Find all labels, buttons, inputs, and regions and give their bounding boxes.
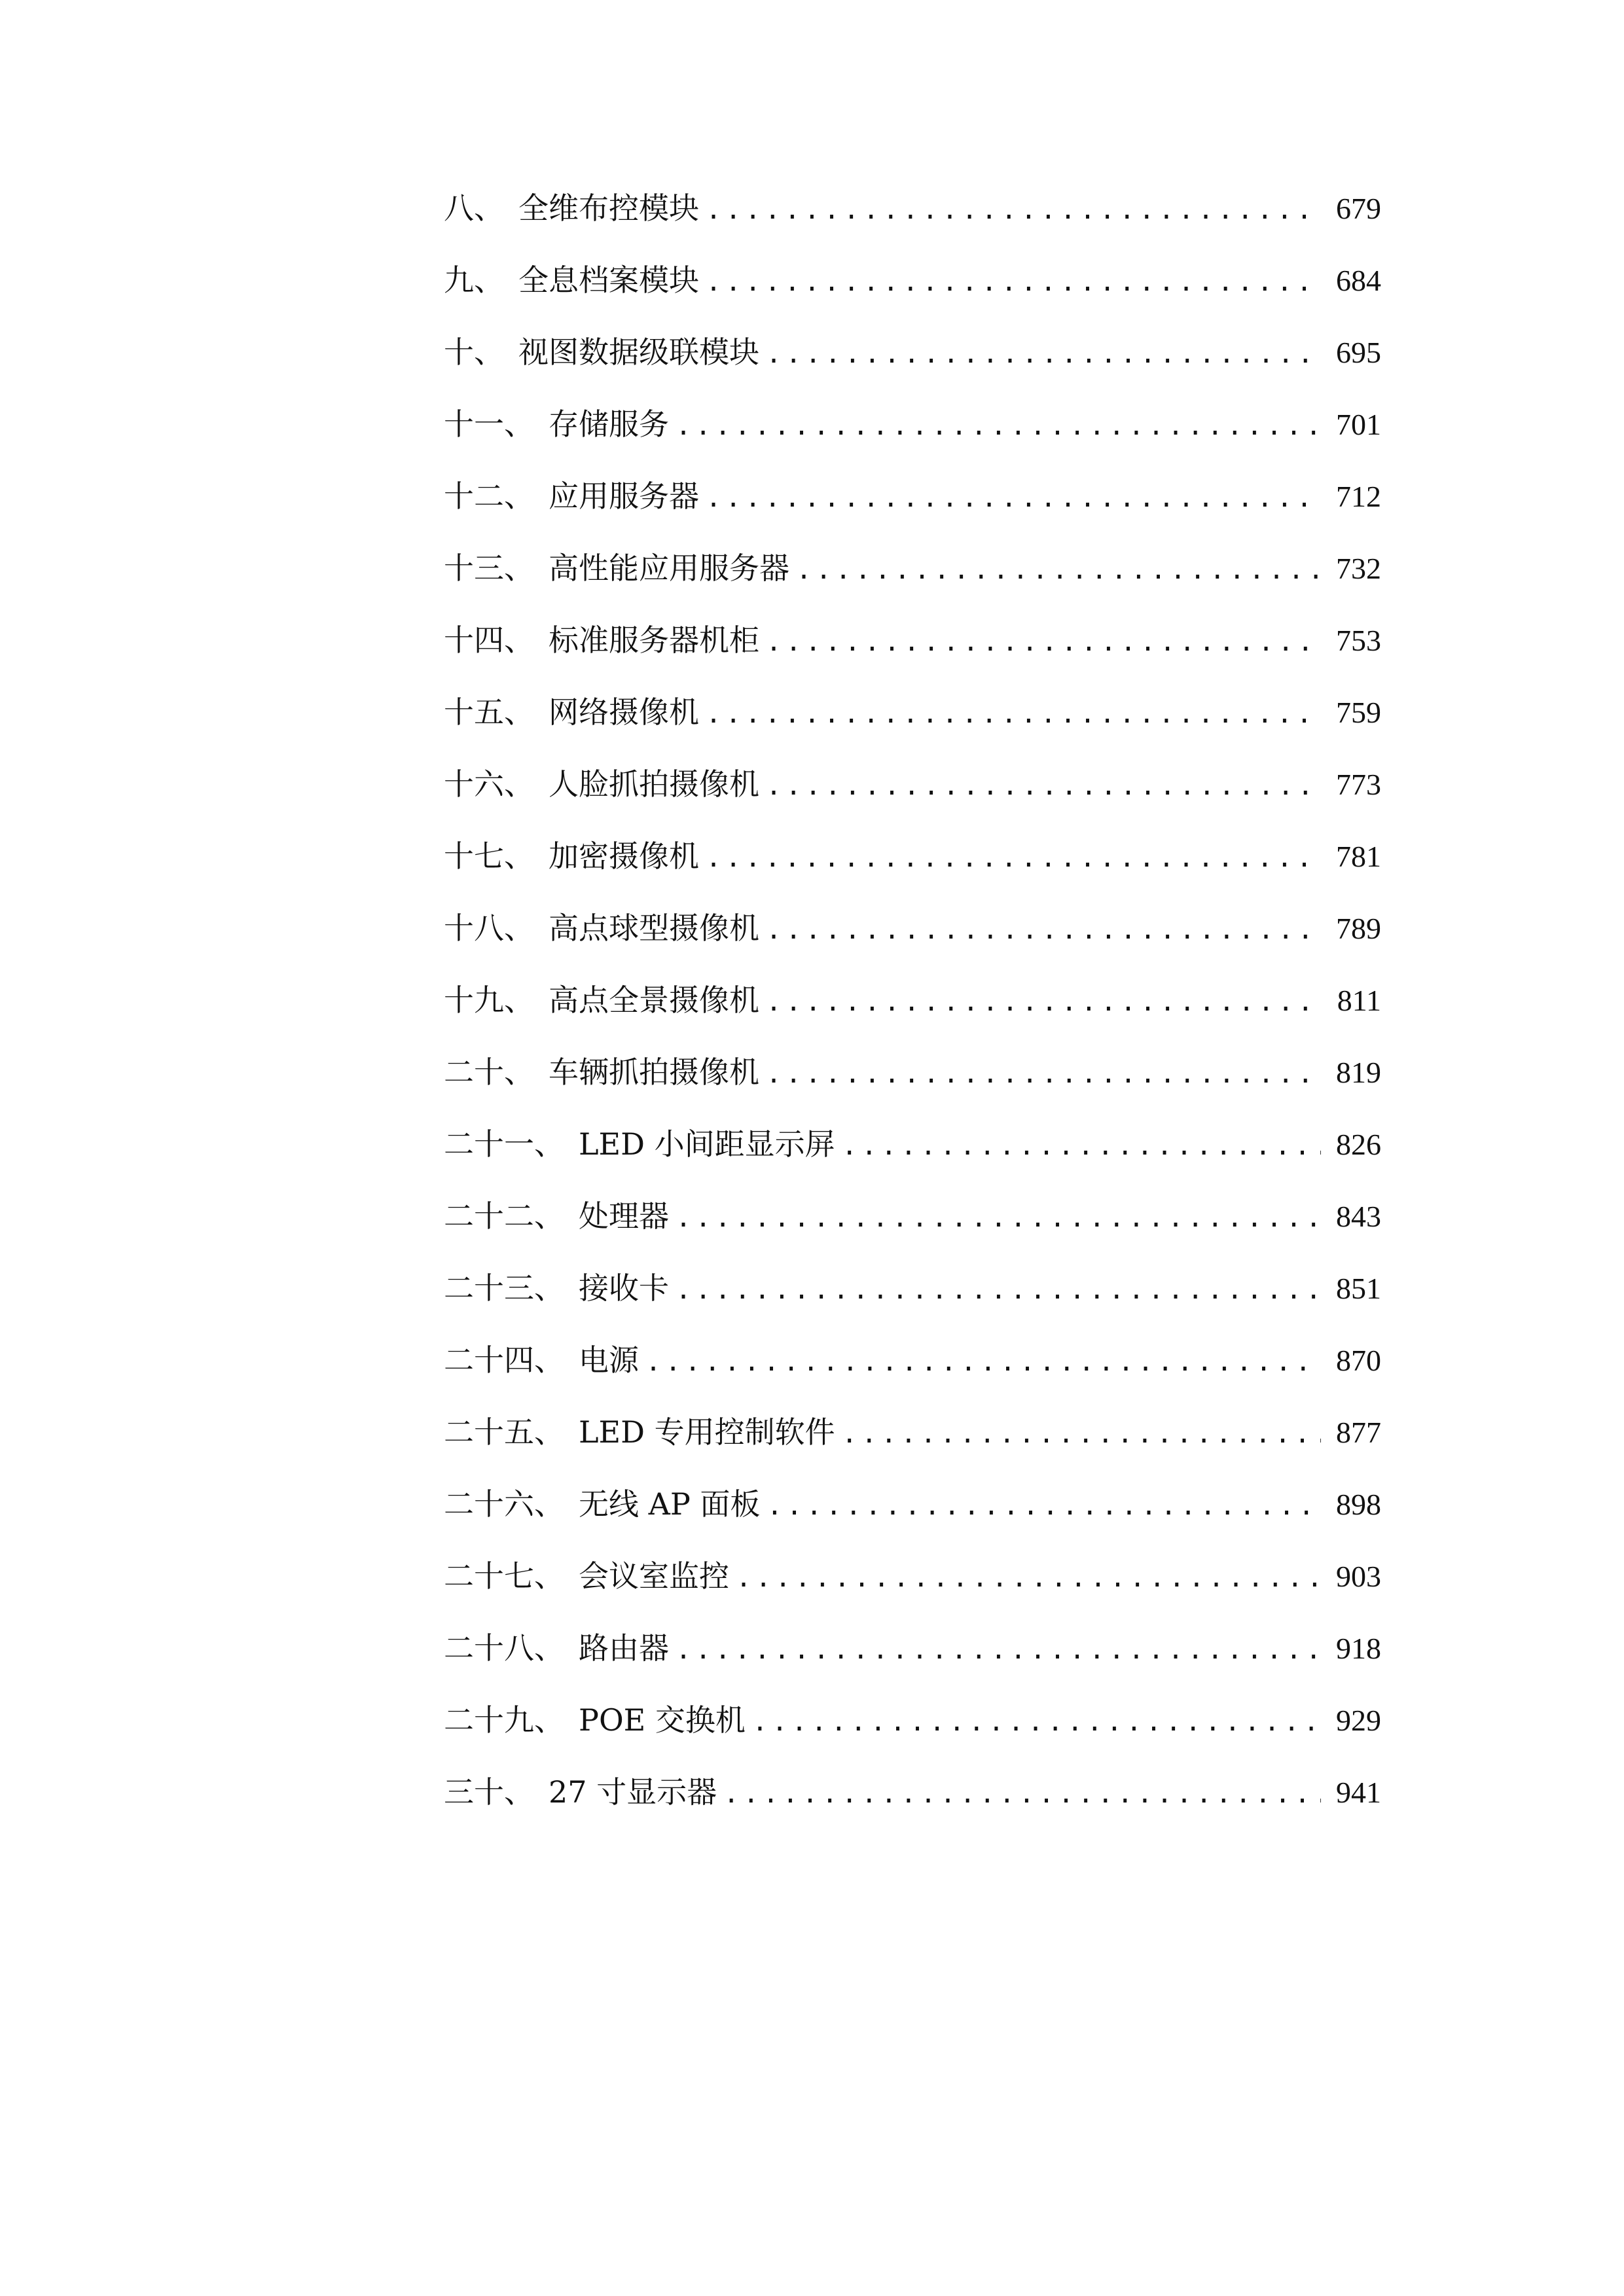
toc-entry-title: 存储服务: [549, 406, 669, 442]
toc-entry-number: 二十、: [444, 1054, 534, 1090]
toc-dot-leader: [645, 1344, 1321, 1380]
toc-dot-leader: [842, 1128, 1321, 1164]
toc-dot-leader: [676, 1272, 1321, 1308]
toc-entry-number: 二十三、: [444, 1270, 564, 1306]
toc-dot-leader: [676, 1200, 1321, 1236]
toc-entry-page: 781: [1336, 840, 1381, 873]
toc-entry-title: POE 交换机: [579, 1702, 746, 1738]
toc-dot-leader: [676, 408, 1321, 444]
toc-entry-number: 二十四、: [444, 1342, 564, 1378]
toc-entry-title: 人脸抓拍摄像机: [549, 766, 759, 802]
toc-entry-page: 903: [1336, 1560, 1381, 1593]
toc-entry-page: 819: [1336, 1056, 1381, 1089]
toc-entry-number: 八、: [444, 190, 504, 226]
table-of-contents: [444, 190, 1381, 1846]
toc-entry-page: 898: [1336, 1488, 1381, 1521]
toc-entry[interactable]: [444, 550, 1381, 622]
toc-dot-leader: [796, 552, 1321, 588]
toc-entry[interactable]: [444, 1414, 1381, 1486]
toc-dot-leader: [766, 1056, 1321, 1092]
toc-entry-number: 十五、: [444, 694, 534, 730]
toc-entry-number: 二十六、: [444, 1486, 564, 1522]
toc-entry[interactable]: [444, 982, 1381, 1054]
toc-entry-page: 941: [1336, 1776, 1381, 1809]
toc-entry-title: 全维布控模块: [518, 190, 699, 226]
toc-entry[interactable]: [444, 478, 1381, 550]
toc-entry-title: LED 小间距显示屏: [579, 1126, 835, 1162]
toc-dot-leader: [767, 1488, 1321, 1524]
toc-entry-title: 网络摄像机: [549, 694, 699, 730]
toc-entry-page: 679: [1336, 192, 1381, 225]
toc-entry-page: 712: [1336, 480, 1381, 513]
toc-entry[interactable]: [444, 1486, 1381, 1558]
toc-entry-number: 九、: [444, 262, 504, 298]
toc-entry[interactable]: [444, 1054, 1381, 1126]
toc-entry-number: 十、: [444, 334, 504, 370]
toc-entry-page: 701: [1336, 408, 1381, 441]
toc-entry-page: 753: [1336, 624, 1381, 657]
toc-entry-number: 二十九、: [444, 1702, 564, 1738]
toc-dot-leader: [766, 336, 1321, 372]
toc-entry-title: 应用服务器: [549, 478, 699, 514]
toc-entry-title: 全息档案模块: [518, 262, 699, 298]
toc-entry-title: 高性能应用服务器: [549, 550, 789, 586]
toc-entry-number: 二十一、: [444, 1126, 564, 1162]
toc-entry-page: 929: [1336, 1704, 1381, 1737]
toc-entry-page: 759: [1336, 696, 1381, 729]
toc-entry-number: 十八、: [444, 910, 534, 946]
toc-entry-title: 处理器: [579, 1198, 669, 1234]
toc-entry[interactable]: [444, 190, 1381, 262]
toc-entry[interactable]: [444, 406, 1381, 478]
toc-dot-leader: [676, 1632, 1321, 1668]
toc-entry-title: 标准服务器机柜: [549, 622, 759, 658]
toc-entry-page: 843: [1336, 1200, 1381, 1233]
toc-entry-title: 路由器: [579, 1630, 669, 1666]
toc-dot-leader: [706, 840, 1321, 876]
toc-entry[interactable]: [444, 1558, 1381, 1630]
toc-entry-page: 695: [1336, 336, 1381, 369]
toc-entry-number: 十七、: [444, 838, 534, 874]
toc-entry[interactable]: [444, 262, 1381, 334]
toc-entry-title: 高点球型摄像机: [549, 910, 759, 946]
toc-entry-title: LED 专用控制软件: [579, 1414, 835, 1450]
toc-entry-page: 826: [1336, 1128, 1381, 1161]
toc-dot-leader: [706, 696, 1321, 732]
toc-entry-title: 车辆抓拍摄像机: [549, 1054, 759, 1090]
toc-entry-page: 918: [1336, 1632, 1381, 1665]
toc-entry[interactable]: [444, 622, 1381, 694]
toc-entry-number: 十二、: [444, 478, 534, 514]
toc-entry-page: 811: [1337, 984, 1381, 1017]
toc-entry[interactable]: [444, 1342, 1381, 1414]
toc-entry[interactable]: [444, 1702, 1381, 1774]
toc-entry[interactable]: [444, 766, 1381, 838]
toc-dot-leader: [706, 192, 1321, 228]
toc-entry[interactable]: [444, 694, 1381, 766]
toc-entry-number: 二十二、: [444, 1198, 564, 1234]
toc-entry-title: 会议室监控: [579, 1558, 729, 1594]
toc-entry-title: 电源: [579, 1342, 639, 1378]
toc-dot-leader: [752, 1704, 1321, 1740]
toc-dot-leader: [706, 264, 1321, 300]
toc-entry-number: 十三、: [444, 550, 534, 586]
toc-entry-number: 二十五、: [444, 1414, 564, 1450]
toc-entry-page: 870: [1336, 1344, 1381, 1377]
toc-entry[interactable]: [444, 334, 1381, 406]
toc-entry[interactable]: [444, 1774, 1381, 1846]
toc-entry-title: 视图数据级联模块: [518, 334, 759, 370]
toc-entry-page: 877: [1336, 1416, 1381, 1449]
toc-entry-page: 684: [1336, 264, 1381, 297]
toc-entry-title: 无线 AP 面板: [579, 1486, 761, 1522]
toc-entry-number: 十一、: [444, 406, 534, 442]
toc-dot-leader: [723, 1776, 1321, 1812]
toc-entry-page: 851: [1336, 1272, 1381, 1305]
toc-entry-title: 加密摄像机: [549, 838, 699, 874]
toc-entry[interactable]: [444, 1630, 1381, 1702]
toc-entry[interactable]: [444, 910, 1381, 982]
toc-entry-page: 732: [1336, 552, 1381, 585]
toc-dot-leader: [766, 984, 1321, 1020]
toc-dot-leader: [766, 768, 1321, 804]
toc-dot-leader: [766, 912, 1321, 948]
toc-entry-number: 十四、: [444, 622, 534, 658]
toc-entry[interactable]: [444, 1126, 1381, 1198]
toc-dot-leader: [706, 480, 1321, 516]
toc-entry-page: 789: [1336, 912, 1381, 945]
toc-entry-number: 十九、: [444, 982, 534, 1018]
toc-dot-leader: [766, 624, 1321, 660]
toc-entry-page: 773: [1336, 768, 1381, 801]
toc-entry-number: 十六、: [444, 766, 534, 802]
toc-entry[interactable]: [444, 1270, 1381, 1342]
toc-dot-leader: [842, 1416, 1321, 1452]
toc-entry-title: 接收卡: [579, 1270, 669, 1306]
toc-entry-title: 27 寸显示器: [549, 1774, 717, 1810]
toc-dot-leader: [736, 1560, 1321, 1596]
toc-entry[interactable]: [444, 838, 1381, 910]
toc-entry-number: 二十八、: [444, 1630, 564, 1666]
toc-entry-title: 高点全景摄像机: [549, 982, 759, 1018]
toc-entry[interactable]: [444, 1198, 1381, 1270]
toc-entry-number: 三十、: [444, 1774, 534, 1810]
toc-entry-number: 二十七、: [444, 1558, 564, 1594]
